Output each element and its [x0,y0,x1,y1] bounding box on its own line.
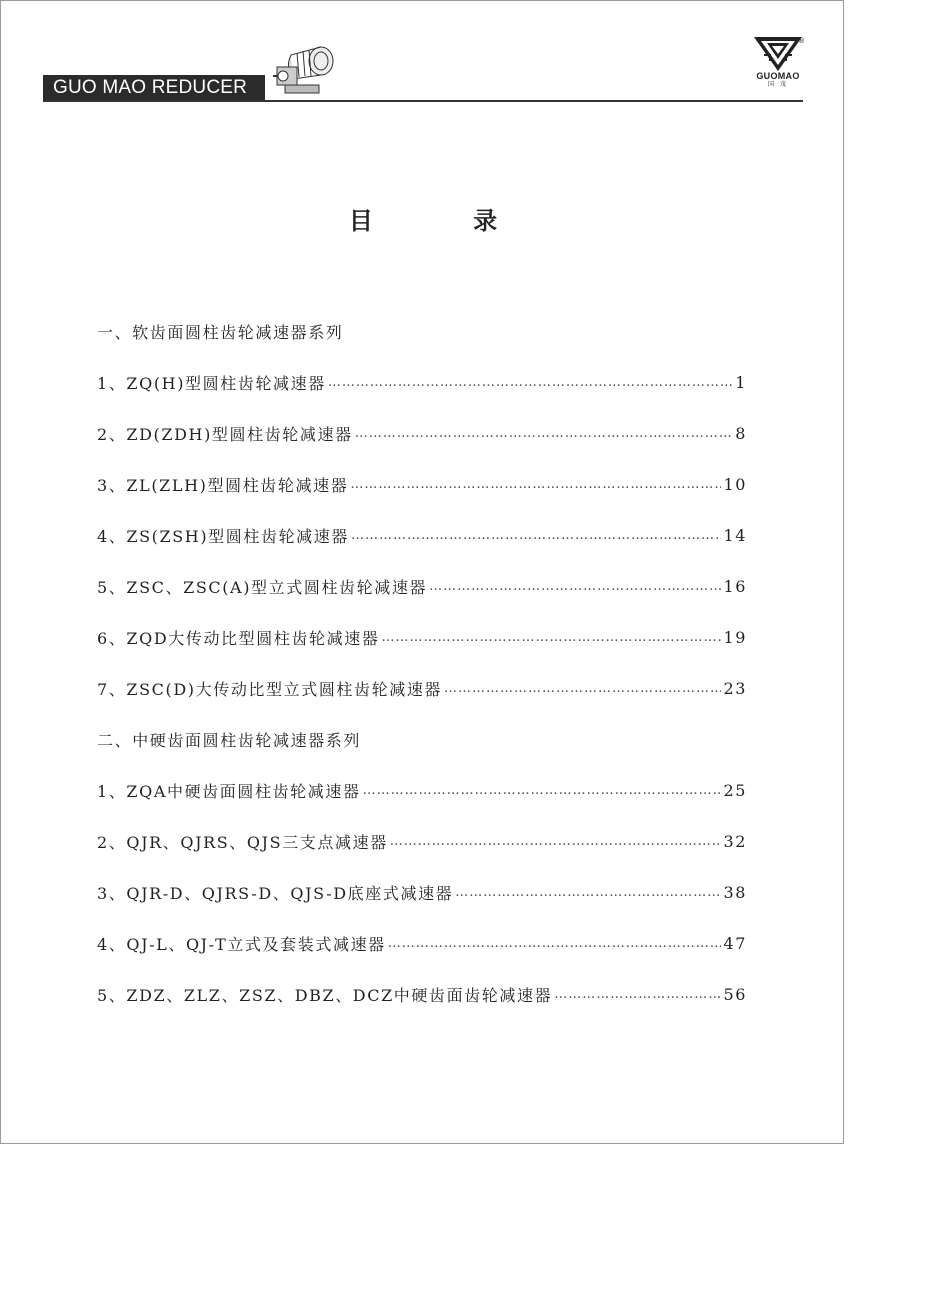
toc-entry[interactable] [97,918,747,969]
guomao-logo [747,37,809,97]
entry-title: 1、ZQA中硬齿面圆柱齿轮减速器 [97,782,361,801]
table-of-contents [97,306,747,1020]
entry-title: 4、ZS(ZSH)型圆柱齿轮减速器 [97,527,349,546]
section-heading: 二、中硬齿面圆柱齿轮减速器系列 [97,731,362,750]
page-number: 25 [723,781,747,800]
toc-entry[interactable] [97,459,747,510]
guomao-emblem-icon [754,37,802,71]
dot-leader [390,834,722,849]
page-number: 8 [735,424,747,443]
section-heading: 一、软齿面圆柱齿轮减速器系列 [97,323,344,342]
toc-entry[interactable] [97,867,747,918]
page-number: 16 [723,577,747,596]
page-number: 23 [723,679,747,698]
toc-entry[interactable] [97,408,747,459]
logo-wordmark: GUOMAO [756,71,800,81]
logo-chinese-name: 国 茂 [768,81,788,88]
dot-leader [351,528,721,543]
toc-entry[interactable] [97,816,747,867]
page-number: 38 [723,883,747,902]
dot-leader [381,630,721,645]
dot-leader [328,375,733,390]
page-number: 47 [723,934,747,953]
entry-title: 1、ZQ(H)型圆柱齿轮减速器 [97,374,326,393]
dot-leader [388,936,722,951]
entry-title: 2、ZD(ZDH)型圆柱齿轮减速器 [97,425,353,444]
entry-title: 4、QJ-L、QJ-T立式及套装式减速器 [97,935,386,954]
toc-title: 目 录 [348,207,544,235]
dot-leader [350,477,721,492]
entry-title: 2、QJR、QJRS、QJS三支点减速器 [97,833,388,852]
brand-tab: GUO MAO REDUCER [43,75,265,101]
toc-entry[interactable] [97,357,747,408]
entry-title: 6、ZQD大传动比型圆柱齿轮减速器 [97,629,380,648]
dot-leader [444,681,721,696]
page-number: 19 [723,628,747,647]
toc-entry[interactable] [97,561,747,612]
toc-entry[interactable] [97,765,747,816]
page-number: 32 [723,832,747,851]
entry-title: 5、ZSC、ZSC(A)型立式圆柱齿轮减速器 [97,578,428,597]
dot-leader [429,579,721,594]
entry-title: 3、QJR-D、QJRS-D、QJS-D底座式减速器 [97,884,454,903]
dot-leader [554,987,721,1002]
gear-motor-illustration [271,43,341,101]
page-number: 56 [723,985,747,1004]
page-number: 10 [723,475,747,494]
entry-title: 7、ZSC(D)大传动比型立式圆柱齿轮减速器 [97,680,443,699]
dot-leader [363,783,722,798]
entry-title: 3、ZL(ZLH)型圆柱齿轮减速器 [97,476,349,495]
header-rule [43,100,803,102]
registered-mark: ® [798,37,805,45]
toc-entry[interactable] [97,969,747,1020]
page-number: 1 [735,373,747,392]
dot-leader [355,426,734,441]
toc-entry[interactable] [97,663,747,714]
entry-title: 5、ZDZ、ZLZ、ZSZ、DBZ、DCZ中硬齿面齿轮减速器 [97,986,553,1005]
dot-leader [455,885,721,900]
toc-entry[interactable] [97,510,747,561]
page-number: 14 [723,526,747,545]
toc-entry[interactable] [97,612,747,663]
